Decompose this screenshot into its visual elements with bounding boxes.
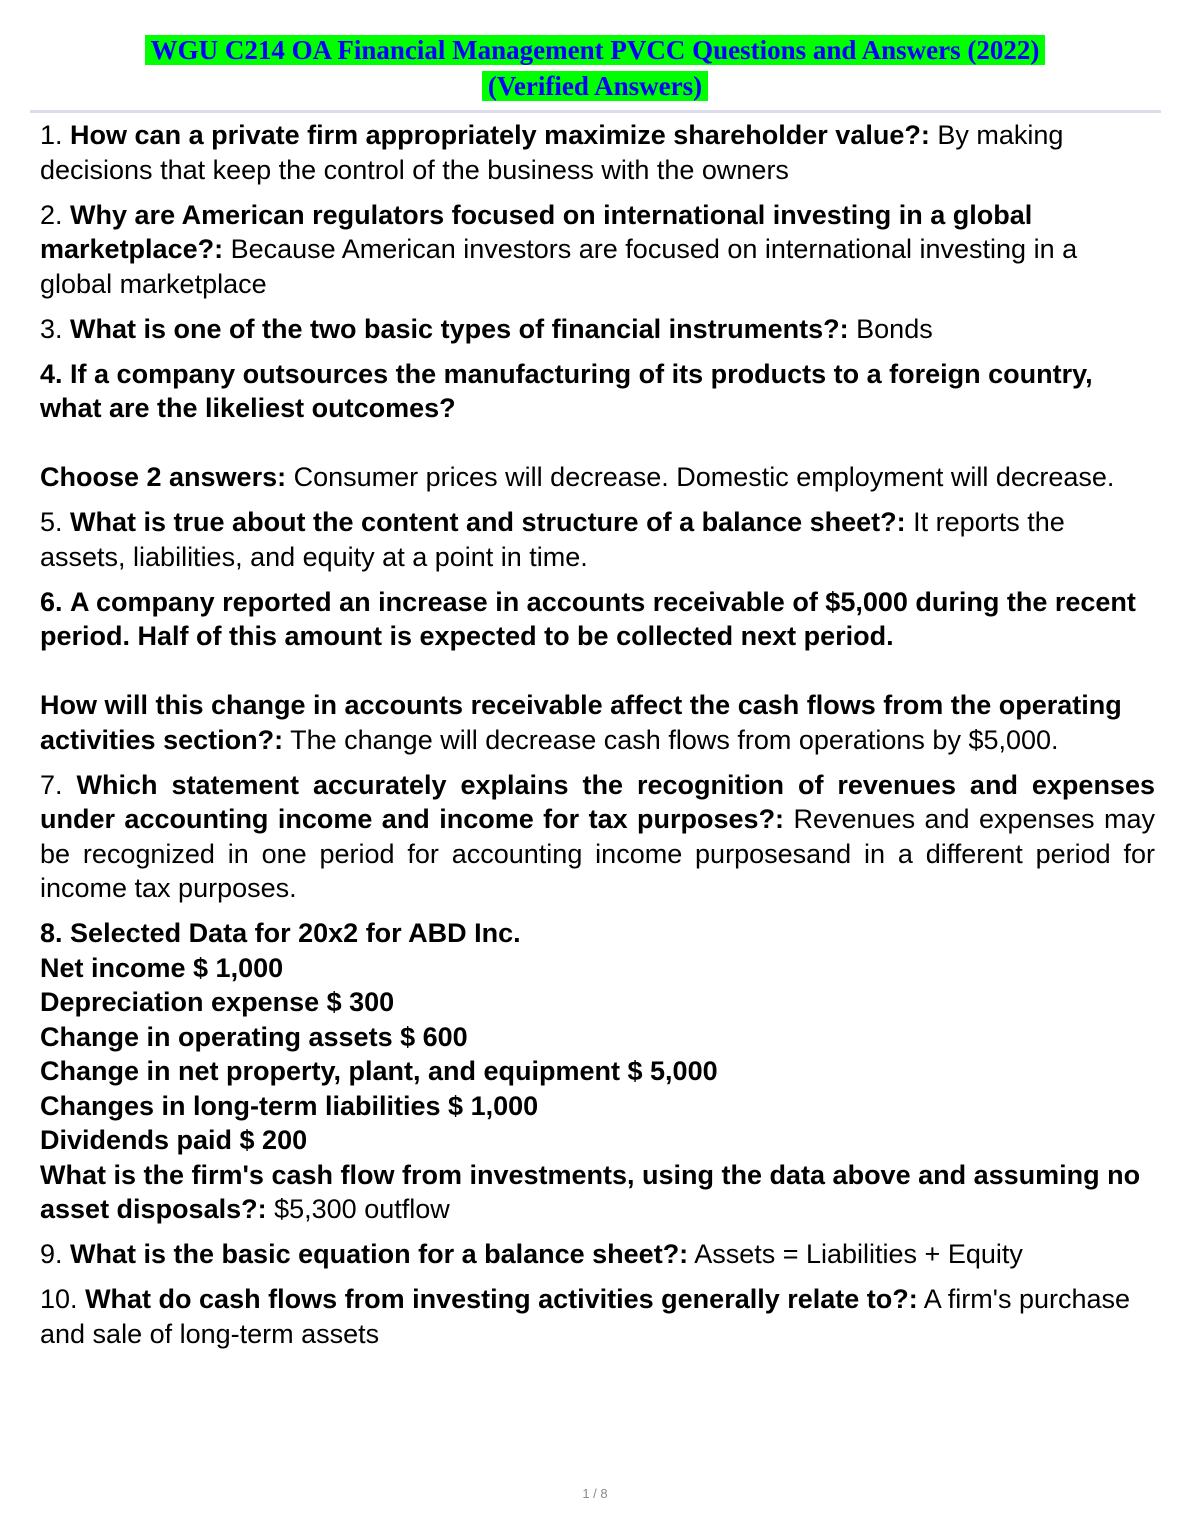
qa-item-1 [40,118,1155,187]
qa-number: 2. [40,199,63,230]
qa-answer: Revenues and expenses may be recognized in one period for accounting income purposesand in a different period for income tax purposes. [40,804,1155,903]
qa-item-3 [40,312,1155,347]
qa-list [40,118,1155,1362]
data-line: Net income $ 1,000 [40,952,284,983]
qa-answer: Consumer prices will decrease. Domestic employment will decrease. [293,462,1115,492]
qa-question: What is the basic equation for a balance sheet?: [70,1239,689,1269]
qa-item-2 [40,198,1155,302]
qa-item-4 [40,357,1155,495]
qa-question: What is one of the two basic types of financial instruments?: [70,313,849,344]
qa-answer: $5,300 outflow [274,1194,450,1224]
qa-question: What do cash flows from investing activities generally relate to?: [85,1284,918,1314]
data-line: Changes in long-term liabilities $ 1,000 [40,1090,539,1121]
qa-answer: It reports the assets, liabilities, and equity at a point in time. [40,507,1065,572]
qa-item-6 [40,585,1155,758]
qa-number: 7. [40,769,63,800]
qa-question: Which statement accurately explains the recognition of revenues and expenses under accounting income and income for tax purposes?: [40,769,1155,834]
paragraph-gap [40,654,1155,689]
qa-item-5 [40,505,1155,574]
qa-question: What is true about the content and structure of a balance sheet?: [70,507,906,537]
qa-question-part-2: How will this change in accounts receivable affect the cash flows from the operating activities section?: [40,690,1122,755]
qa-answer: A firm's purchase and sale of long-term assets [40,1284,1131,1349]
qa-number: 4. [40,358,63,389]
title-divider [30,110,1161,113]
data-line: Depreciation expense $ 300 [40,987,395,1017]
data-line: Change in operating assets $ 600 [40,1021,468,1052]
qa-number: 9. [40,1239,63,1269]
qa-answer: Assets = Liabilities + Equity [694,1239,1023,1269]
qa-question: Why are American regulators focused on international investing in a global marketplace?: [40,199,1033,264]
data-line: Selected Data for 20x2 for ABD Inc. [70,918,521,948]
qa-question: How can a private firm appropriately maximize shareholder value?: [70,120,930,150]
paragraph-gap [40,426,1155,461]
qa-answer: By making decisions that keep the control of the business with the owners [40,120,1064,185]
title-line-2: (Verified Answers) [482,71,708,101]
qa-question-part-1: If a company outsources the manufacturing of its products to a foreign country, what are the likeliest outcomes? [40,358,1093,423]
qa-question-part-1: A company reported an increase in accounts receivable of $5,000 during the recent period. Half of this amount is expected to be collected next period. [40,586,1136,651]
qa-question: What is the firm's cash flow from investments, using the data above and assuming no asset disposals?: [40,1159,1141,1224]
qa-item-7 [40,768,1155,906]
qa-number: 3. [40,313,63,344]
qa-item-10 [40,1282,1155,1351]
page-indicator: 1 / 8 [582,1486,608,1501]
document-title [0,32,1190,104]
qa-item-9 [40,1237,1155,1272]
qa-answer: Because American investors are focused on international investing in a global marketplace [40,234,1078,299]
qa-number: 5. [40,507,63,537]
qa-number: 1. [40,120,63,150]
qa-item-8 [40,916,1155,1227]
data-line: Change in net property, plant, and equipment $ 5,000 [40,1056,718,1086]
qa-number: 6. [40,586,63,617]
qa-question-part-2: Choose 2 answers: [40,462,287,492]
title-line-1: WGU C214 OA Financial Management PVCC Questions and Answers (2022) [145,35,1046,65]
qa-number: 8. [40,918,63,948]
qa-number: 10. [40,1284,78,1314]
qa-answer: Bonds [856,313,933,344]
data-line: Dividends paid $ 200 [40,1125,308,1155]
qa-answer: The change will decrease cash flows from operations by $5,000. [290,724,1059,755]
